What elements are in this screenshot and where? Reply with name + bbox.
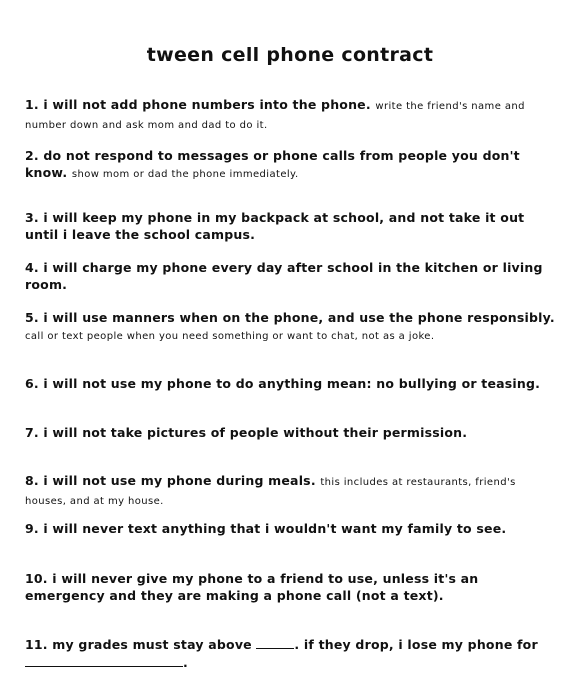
rule-text: 3. i will keep my phone in my backpack at school, and not take it out until i leave the school campus. [25, 210, 525, 242]
rule-text: 2. do not respond to messages or phone calls from people you don't know. [25, 148, 520, 180]
rule-note: call or text people when you need something or want to chat, not as a joke. [25, 330, 435, 342]
rule-6 [25, 376, 555, 393]
rule-text-part3: . [183, 654, 188, 670]
rule-text-part1: 11. my grades must stay above [25, 637, 252, 652]
duration-blank[interactable] [25, 654, 183, 667]
rule-8 [25, 473, 555, 510]
rule-4 [25, 260, 555, 293]
rule-10 [25, 571, 555, 604]
page-title: tween cell phone contract [146, 44, 434, 66]
rule-note: show mom or dad the phone immediately. [71, 168, 299, 180]
rule-note: this includes at restaurants, friend's houses, and at my house. [25, 477, 516, 507]
rule-1 [25, 97, 555, 134]
rule-text: 7. i will not take pictures of people without their permission. [25, 425, 468, 440]
rule-text: 4. i will charge my phone every day after school in the kitchen or living room. [25, 260, 543, 292]
rule-9 [25, 521, 555, 538]
rule-2 [25, 148, 555, 183]
rule-note: write the friend's name and number down and ask mom and dad to do it. [25, 101, 525, 131]
rule-text: 8. i will not use my phone during meals. [25, 473, 316, 488]
rule-text: 1. i will not add phone numbers into the phone. [25, 97, 371, 112]
rule-3 [25, 210, 555, 243]
rule-11 [25, 636, 555, 671]
rule-text: 6. i will not use my phone to do anything mean: no bullying or teasing. [25, 376, 541, 391]
rule-text: 9. i will never text anything that i wouldn't want my family to see. [25, 521, 507, 536]
rule-text: 10. i will never give my phone to a friend to use, unless it's an emergency and they are making a phone call (not a text). [25, 571, 479, 603]
rule-text: 5. i will use manners when on the phone, and use the phone responsibly. [25, 310, 555, 325]
grade-blank[interactable] [256, 636, 294, 649]
rule-text-part2: . if they drop, i lose my phone for [294, 637, 538, 652]
rule-7 [25, 425, 555, 442]
rule-5 [25, 310, 555, 345]
